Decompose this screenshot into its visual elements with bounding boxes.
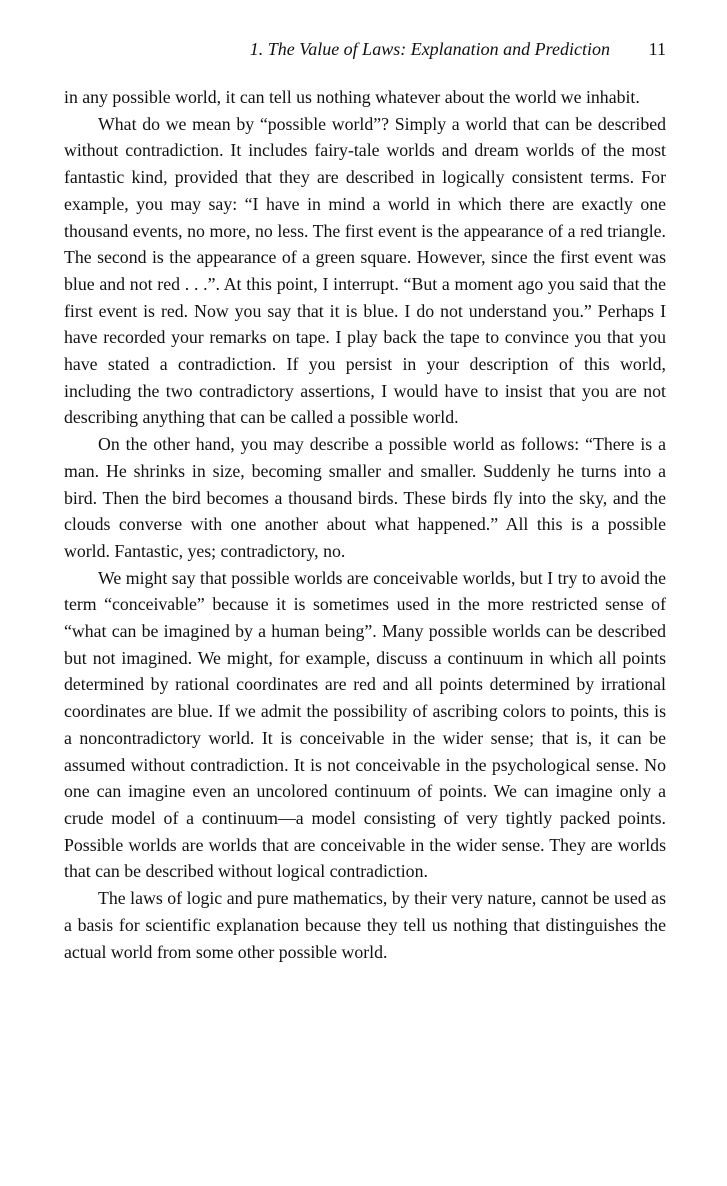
paragraph-conceivable-worlds: We might say that possible worlds are conceivable worlds, but I try to avoid the term “conceivable” because it is sometimes used in the more restricted sense of “what can be imagined by a human being”. Many possible worlds can be described but not imagined. We might, for example, discuss a continuum in which all points determined by rational coordinates are red and all points determined by irrational coordinates are blue. If we admit the possibility of ascribing colors to points, this is a noncontradictory world. It is conceivable in the wider sense; that is, it can be assumed without contradiction. It is not conceivable in the psychological sense. No one can imagine even an uncolored continuum of points. We can imagine only a crude model of a continuum—a model consisting of very tightly packed points. Possible worlds are worlds that are conceivable in the wider sense. They are worlds that can be described without logical contradiction. (64, 567, 666, 882)
chapter-running-title: 1. The Value of Laws: Explanation and Prediction (249, 39, 610, 59)
paragraph-laws-of-logic: The laws of logic and pure mathematics, by their very nature, cannot be used as a basis for scientific explanation because they tell us nothing that distinguishes the actual world from some other possible world. (64, 888, 666, 962)
running-head (64, 36, 666, 66)
paragraph-continuation: in any possible world, it can tell us nothing whatever about the world we inhabit. (64, 87, 640, 107)
page-number: 11 (648, 39, 666, 59)
paragraph-fantastic-world-example: On the other hand, you may describe a possible world as follows: “There is a man. He shrinks in size, becoming smaller and smaller. Suddenly he turns into a bird. Then the bird becomes a thousand birds. These birds fly into the sky, and the clouds converse with one another about what happened.” All this is a possible world. Fantastic, yes; contradictory, no. (64, 434, 666, 561)
paragraph-possible-world-definition: What do we mean by “possible world”? Simply a world that can be described without contradiction. It includes fairy-tale worlds and dream worlds of the most fantastic kind, provided that they are described in logically consistent terms. For example, you may say: “I have in mind a world in which there are exactly one thousand events, no more, no less. The first event is the appearance of a red triangle. The second is the appearance of a green square. However, since the first event was blue and not red . . .”. At this point, I interrupt. “But a moment ago you said that the first event is red. Now you say that it is blue. I do not understand you.” Perhaps I have recorded your remarks on tape. I play back the tape to convince you that you have stated a contradiction. If you persist in your description of this world, including the two contradictory assertions, I would have to insist that you are not describing anything that can be called a possible world. (64, 113, 666, 428)
body-text (64, 84, 666, 965)
book-page (64, 36, 666, 965)
